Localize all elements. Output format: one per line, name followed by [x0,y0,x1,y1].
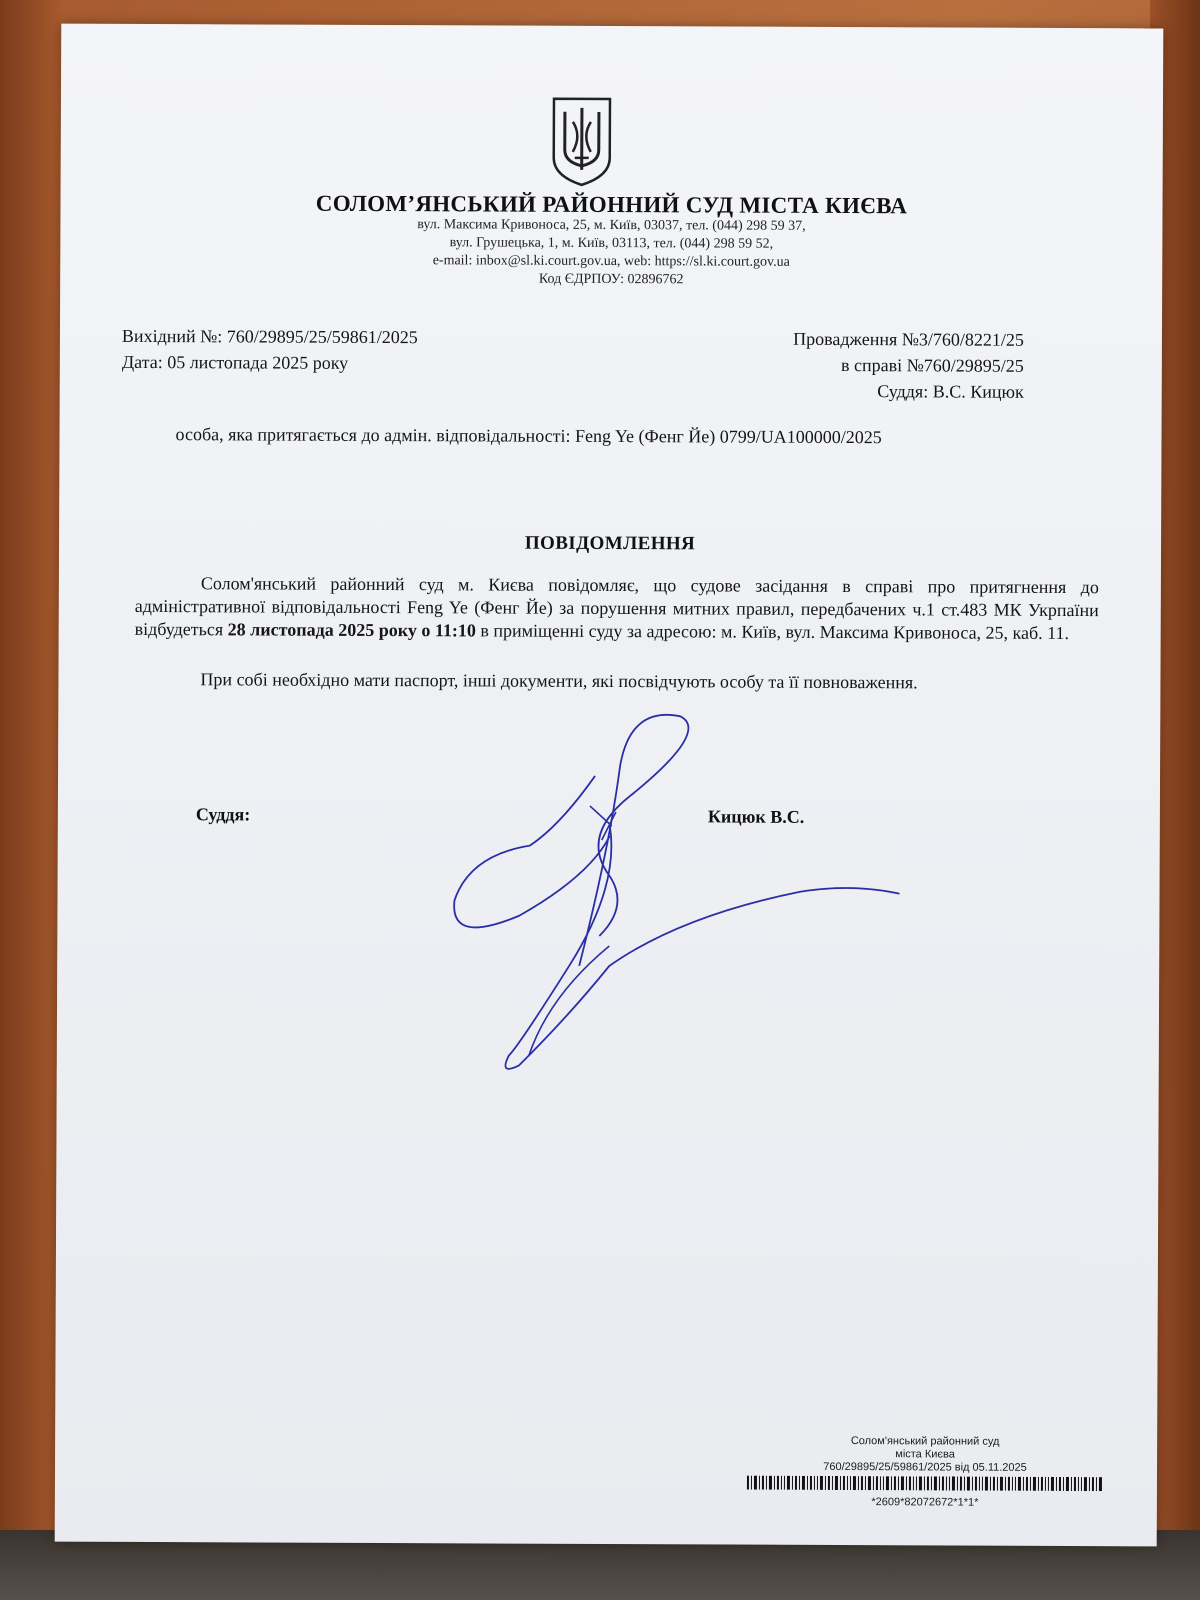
document-date: Дата: 05 листопада 2025 року [121,351,349,373]
notice-paragraph-1-end: в приміщенні суду за адресою: м. Київ, вул. Максима Кривоноса, 25, каб. 11. [475,620,1070,644]
stamp-court-name: Солом'янський районний суд [850,1435,1000,1448]
document-page [55,24,1164,1547]
outgoing-number: Вихідний №: 760/29895/25/59861/2025 [121,325,418,348]
coat-of-arms-icon [551,96,613,188]
judge-name: Кицюк В.С. [707,806,805,827]
notice-paragraph-1 [135,572,1099,645]
notice-heading: ПОВІДОМЛЕННЯ [524,532,696,555]
court-title: СОЛОМ’ЯНСЬКИЙ РАЙОННИЙ СУД МІСТА КИЄВА [315,190,908,219]
notice-paragraph-2: При собі необхідно мати паспорт, інші документи, які посвідчують особу та її повноваження. [200,669,918,693]
barcode-icon [745,1476,1105,1492]
judge-header: Суддя: В.С. Кицюк [877,381,1024,402]
proceeding-number: Провадження №3/760/8221/25 [793,328,1024,350]
desk-left [0,0,60,1600]
judge-label: Суддя: [195,804,251,825]
court-code: Код ЄДРПОУ: 02896762 [538,271,684,288]
case-number: в справі №760/29895/25 [840,355,1024,376]
court-address-2: вул. Грушецька, 1, м. Київ, 03113, тел. (044) 298 59 52, [449,235,774,252]
court-contacts: e-mail: inbox@sl.ki.court.gov.ua, web: https://sl.ki.court.gov.ua [432,253,790,270]
person-line: особа, яка притягається до адмін. відповідальності: Feng Ye (Фенг Йе) 0799/UA100000/2025 [175,424,882,448]
signature-scribble [379,685,901,1087]
stamp-reg-number: 760/29895/25/59861/2025 від 05.11.2025 [823,1460,1027,1474]
barcode-text: *2609*82072672*1*1* [871,1496,979,1509]
notice-paragraph-1-text: Солом'янський районний суд м. Києва повідомляє, що судове засідання в справі про притягнення до адміністративної відповідальності Feng Ye (Фенг Йе) за порушення митних правил, передбачених ч.1 ст.483 МК Укрпаїни відбудеться [134,573,1099,640]
stamp-city: міста Києва [895,1448,955,1461]
hearing-datetime: 28 листопада 2025 року о 11:10 [227,619,476,641]
court-address-1: вул. Максима Кривоноса, 25, м. Київ, 03037, тел. (044) 298 59 37, [417,217,806,234]
registration-stamp [745,1435,1105,1511]
